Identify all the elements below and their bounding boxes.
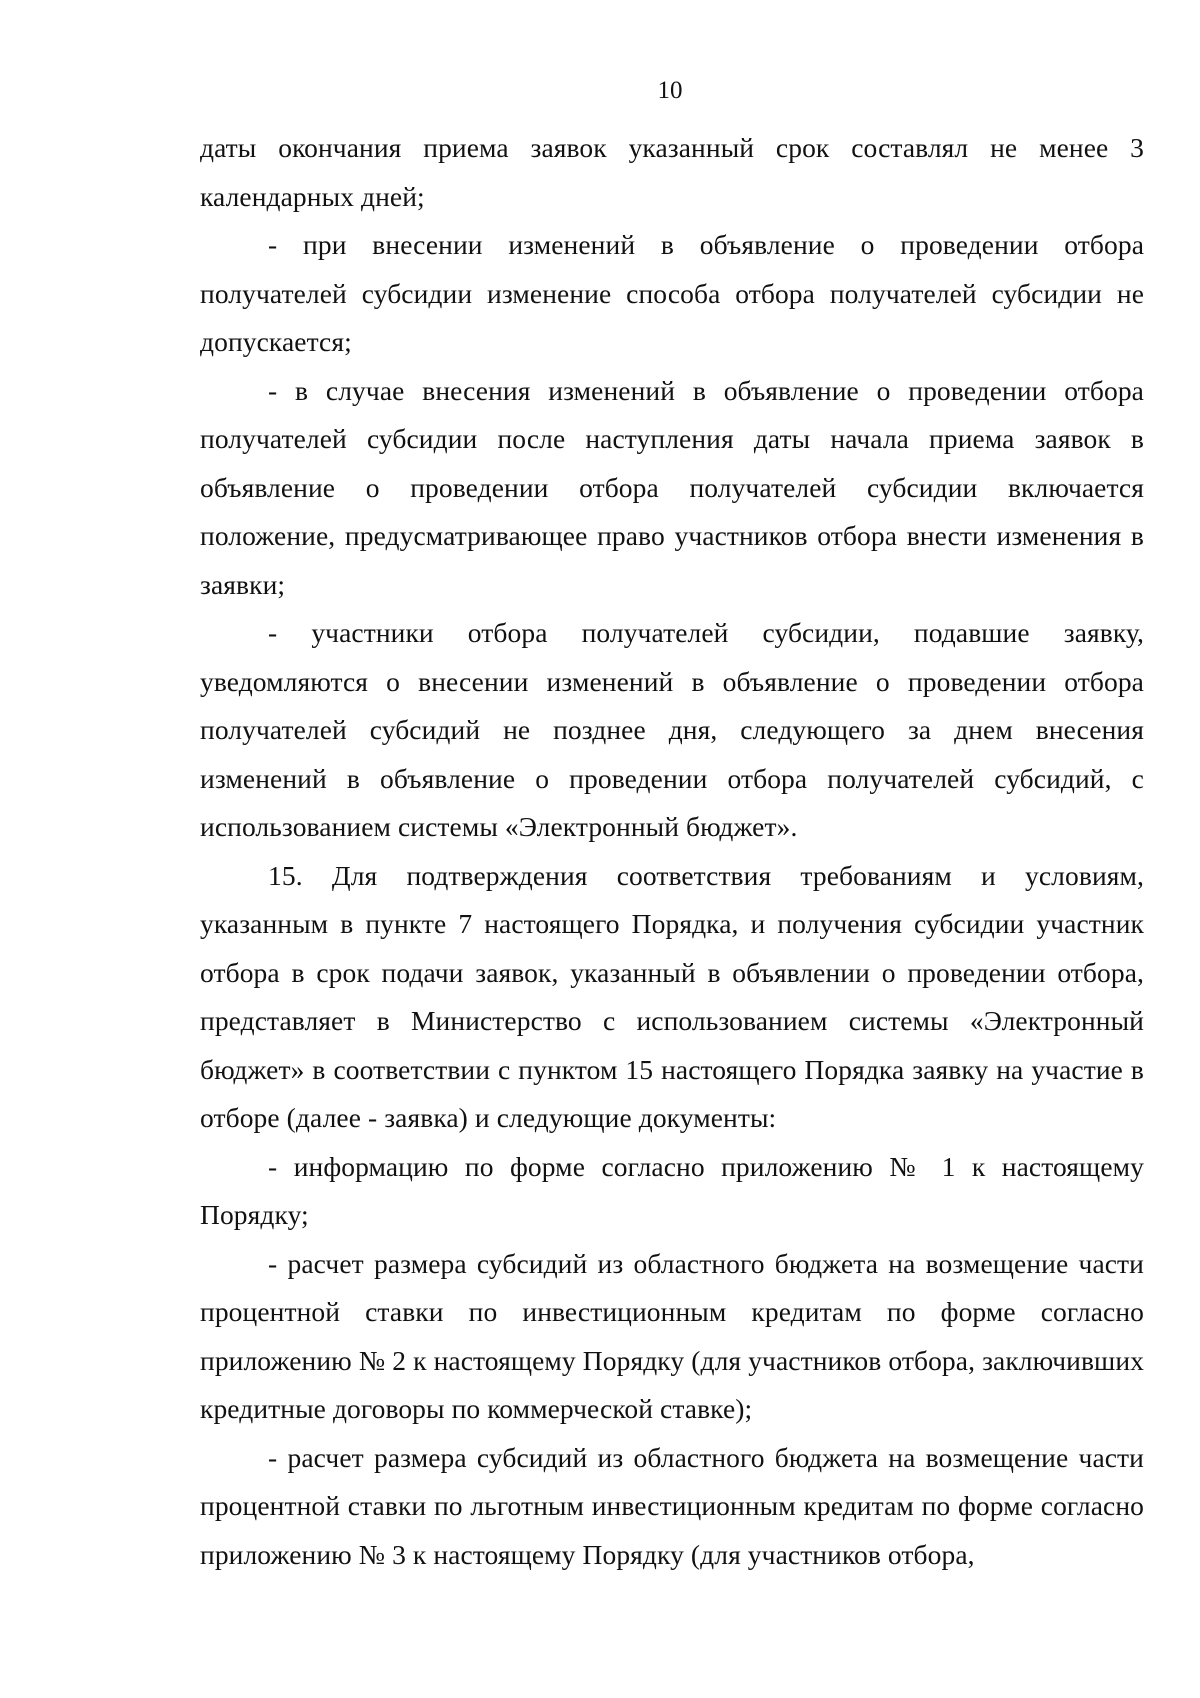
- paragraph-item: - участники отбора получателей субсидии, подавшие заявку, уведомляются о внесении изменений в объявление о проведении отбора получателей субсидий не позднее дня, следующего за днем внесения изменений в объявление о проведении отбора получателей субсидий, с использованием системы «Электронный бюджет».: [200, 617, 1144, 842]
- paragraph-item: - расчет размера субсидий из областного бюджета на возмещение части процентной ставки по льготным инвестиционным кредитам по форме согласно приложению № 3 к настоящему Порядку (для участников отбора,: [200, 1441, 1144, 1570]
- paragraph-continuation: даты окончания приема заявок указанный срок составлял не менее 3 календарных дней;: [200, 132, 1144, 212]
- paragraph-item: - расчет размера субсидий из областного бюджета на возмещение части процентной ставки по инвестиционным кредитам по форме согласно приложению № 2 к настоящему Порядку (для участников отбора, заключивших кредитные договоры по коммерческой ставке);: [200, 1247, 1144, 1424]
- paragraph-item: - информацию по форме согласно приложению № 1 к настоящему Порядку;: [200, 1150, 1144, 1230]
- document-body: [200, 124, 1144, 1579]
- page-number: 10: [657, 77, 683, 104]
- paragraph-item: - в случае внесения изменений в объявление о проведении отбора получателей субсидии после наступления даты начала приема заявок в объявление о проведении отбора получателей субсидии включается положение, предусматривающее право участников отбора внести изменения в заявки;: [200, 374, 1144, 600]
- paragraph-item: - при внесении изменений в объявление о проведении отбора получателей субсидии изменение способа отбора получателей субсидии не допускается;: [200, 229, 1144, 357]
- paragraph-clause-15: 15. Для подтверждения соответствия требованиям и условиям, указанным в пункте 7 настоящего Порядка, и получения субсидии участник отбора в срок подачи заявок, указанный в объявлении о проведении отбора, представляет в Министерство с использованием системы «Электронный бюджет» в соответствии с пунктом 15 настоящего Порядка заявку на участие в отборе (далее - заявка) и следующие документы:: [200, 859, 1144, 1133]
